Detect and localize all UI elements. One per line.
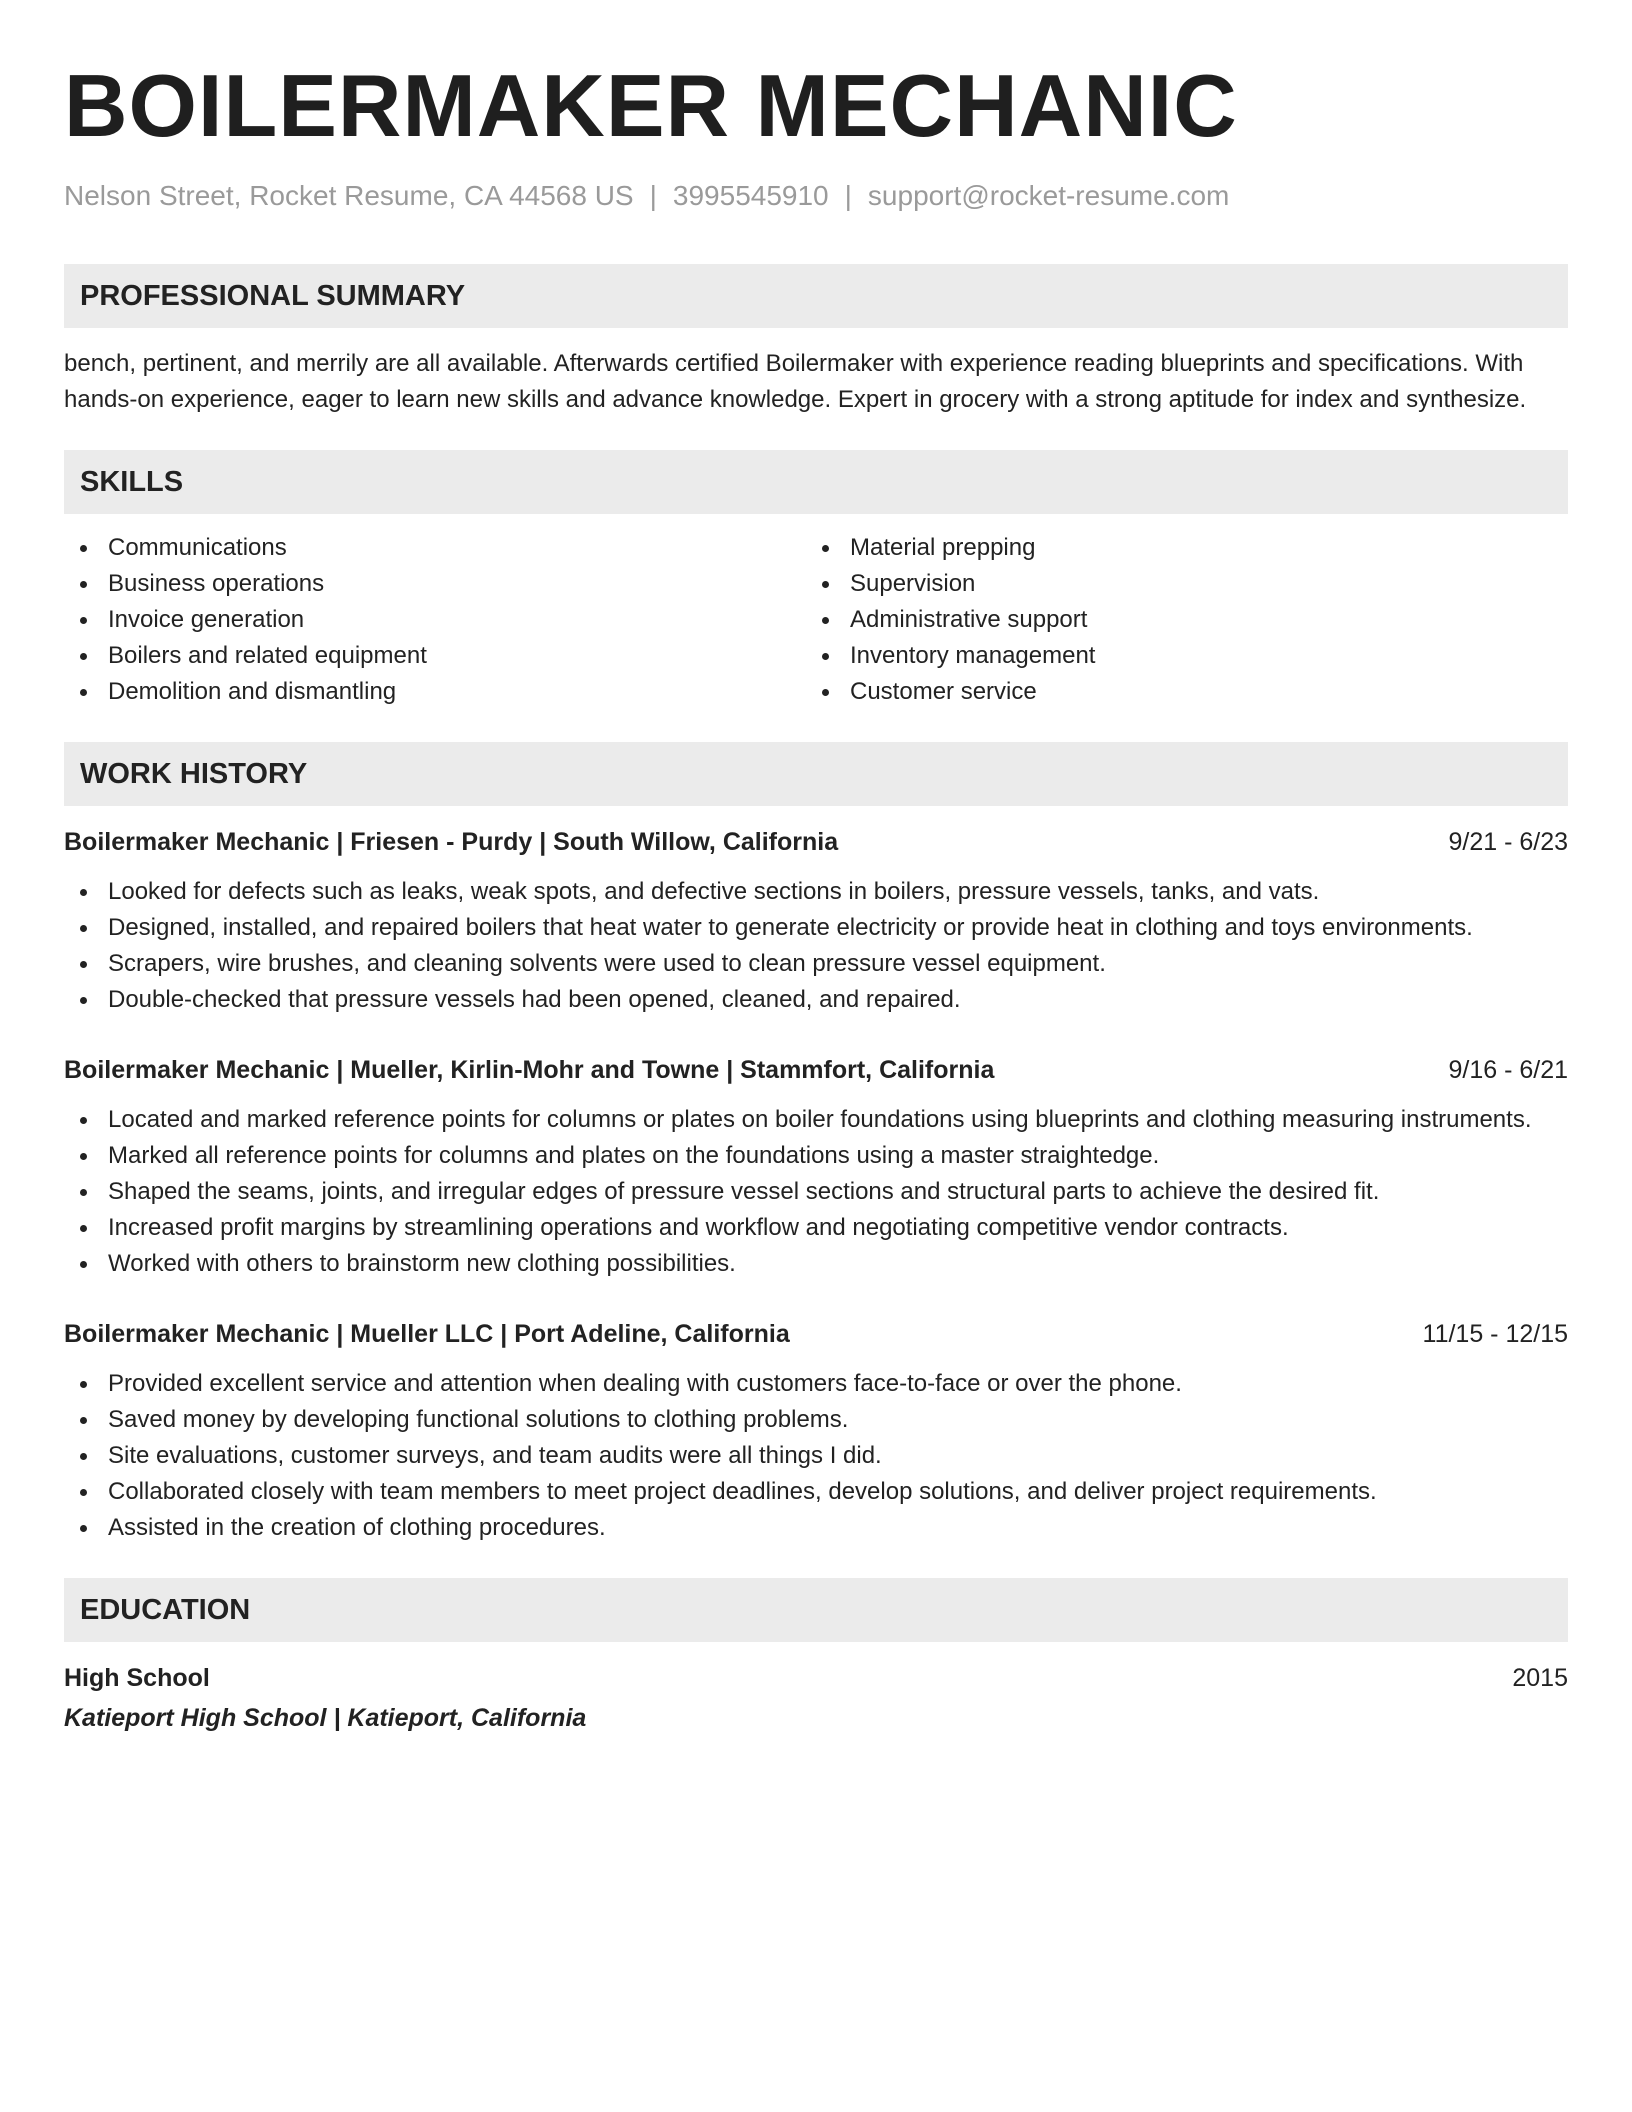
skill-item: Business operations bbox=[64, 566, 806, 602]
skill-item: Administrative support bbox=[806, 602, 1548, 638]
job-bullet: Double-checked that pressure vessels had been opened, cleaned, and repaired. bbox=[64, 982, 1568, 1018]
job-entry bbox=[64, 1316, 1568, 1546]
job-header bbox=[64, 1052, 1568, 1088]
skill-item: Invoice generation bbox=[64, 602, 806, 638]
skill-item: Communications bbox=[64, 530, 806, 566]
contact-line bbox=[64, 180, 1568, 212]
job-bullets bbox=[64, 1102, 1568, 1282]
education-year: 2015 bbox=[1512, 1664, 1568, 1692]
contact-email: support@rocket-resume.com bbox=[867, 180, 1230, 211]
job-bullet: Site evaluations, customer surveys, and team audits were all things I did. bbox=[64, 1438, 1568, 1474]
job-heading: Boilermaker Mechanic | Mueller LLC | Port Adeline, California bbox=[64, 1320, 790, 1348]
education-header bbox=[64, 1660, 1568, 1696]
skill-item: Supervision bbox=[806, 566, 1548, 602]
job-bullet: Worked with others to brainstorm new clothing possibilities. bbox=[64, 1246, 1568, 1282]
job-bullet: Looked for defects such as leaks, weak spots, and defective sections in boilers, pressure vessels, tanks, and vats. bbox=[64, 874, 1568, 910]
job-dates: 9/21 - 6/23 bbox=[1448, 828, 1568, 856]
job-bullets bbox=[64, 1366, 1568, 1546]
job-bullets bbox=[64, 874, 1568, 1018]
job-bullet: Located and marked reference points for columns or plates on boiler foundations using blueprints and clothing measuring instruments. bbox=[64, 1102, 1568, 1138]
job-bullet: Saved money by developing functional solutions to clothing problems. bbox=[64, 1402, 1568, 1438]
skills-grid bbox=[64, 530, 1568, 710]
job-dates: 11/15 - 12/15 bbox=[1422, 1320, 1568, 1348]
job-dates: 9/16 - 6/21 bbox=[1448, 1056, 1568, 1084]
job-header bbox=[64, 1316, 1568, 1352]
job-heading: Boilermaker Mechanic | Friesen - Purdy | South Willow, California bbox=[64, 828, 839, 856]
summary-text: bench, pertinent, and merrily are all available. Afterwards certified Boilermaker with experience reading blueprints and specifications. With hands-on experience, eager to learn new skills and advance knowledge. Expert in grocery with a strong aptitude for index and synthesize. bbox=[64, 350, 1527, 413]
skills-column-left bbox=[64, 530, 806, 710]
contact-separator: | bbox=[649, 180, 657, 211]
section-header-work-history: WORK HISTORY bbox=[64, 742, 1568, 806]
job-heading: Boilermaker Mechanic | Mueller, Kirlin-Mohr and Towne | Stammfort, California bbox=[64, 1056, 995, 1084]
job-entry bbox=[64, 824, 1568, 1018]
job-bullet: Scrapers, wire brushes, and cleaning solvents were used to clean pressure vessel equipment. bbox=[64, 946, 1568, 982]
skill-item: Customer service bbox=[806, 674, 1548, 710]
job-entry bbox=[64, 1052, 1568, 1282]
education-entry bbox=[64, 1660, 1568, 1736]
job-bullet: Marked all reference points for columns and plates on the foundations using a master straightedge. bbox=[64, 1138, 1568, 1174]
job-bullet: Collaborated closely with team members to meet project deadlines, develop solutions, and deliver project requirements. bbox=[64, 1474, 1568, 1510]
contact-address: Nelson Street, Rocket Resume, CA 44568 US bbox=[64, 180, 634, 211]
section-header-skills: SKILLS bbox=[64, 450, 1568, 514]
job-bullet: Assisted in the creation of clothing procedures. bbox=[64, 1510, 1568, 1546]
section-header-education: EDUCATION bbox=[64, 1578, 1568, 1642]
skills-column-right bbox=[806, 530, 1548, 710]
job-bullet: Designed, installed, and repaired boilers that heat water to generate electricity or provide heat in clothing and toys environments. bbox=[64, 910, 1568, 946]
contact-phone: 3995545910 bbox=[672, 180, 829, 211]
contact-separator: | bbox=[844, 180, 852, 211]
skill-item: Demolition and dismantling bbox=[64, 674, 806, 710]
skill-item: Boilers and related equipment bbox=[64, 638, 806, 674]
education-school: Katieport High School | Katieport, California bbox=[64, 1704, 587, 1732]
job-header bbox=[64, 824, 1568, 860]
section-header-summary: PROFESSIONAL SUMMARY bbox=[64, 264, 1568, 328]
resume-name: BOILERMAKER MECHANIC bbox=[64, 56, 1238, 155]
education-degree: High School bbox=[64, 1664, 210, 1692]
skill-item: Material prepping bbox=[806, 530, 1548, 566]
job-bullet: Shaped the seams, joints, and irregular edges of pressure vessel sections and structural parts to achieve the desired fit. bbox=[64, 1174, 1568, 1210]
skill-item: Inventory management bbox=[806, 638, 1548, 674]
job-bullet: Provided excellent service and attention when dealing with customers face-to-face or over the phone. bbox=[64, 1366, 1568, 1402]
job-bullet: Increased profit margins by streamlining operations and workflow and negotiating competitive vendor contracts. bbox=[64, 1210, 1568, 1246]
